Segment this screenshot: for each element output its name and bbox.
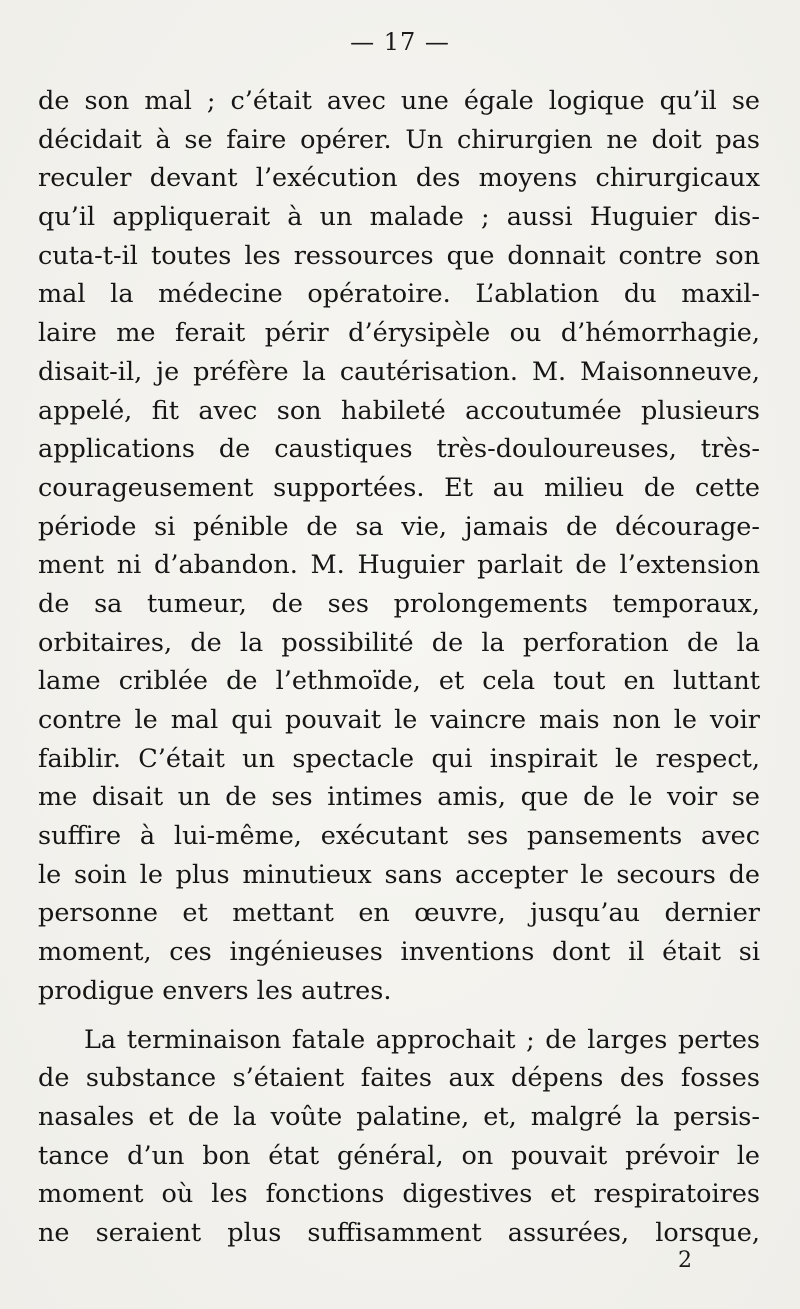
paragraph-1 bbox=[38, 82, 760, 1011]
text-line: suffire à lui-même, exécutant ses pansements avec bbox=[38, 821, 760, 852]
text-line: cuta-t-il toutes les ressources que donnait contre son bbox=[38, 240, 760, 271]
text-line: décidait à se faire opérer. Un chirurgien ne doit pas bbox=[38, 124, 760, 155]
text-line: de substance s’étaient faites aux dépens des fosses bbox=[38, 1063, 760, 1094]
text-line: disait-il, je préfère la cautérisation. M. Maisonneuve, bbox=[38, 356, 760, 387]
body-text bbox=[38, 82, 760, 1253]
text-line: faiblir. C’était un spectacle qui inspirait le respect, bbox=[38, 743, 760, 774]
text-line: moment, ces ingénieuses inventions dont il était si bbox=[38, 937, 760, 968]
text-line: contre le mal qui pouvait le vaincre mais non le voir bbox=[38, 705, 760, 735]
text-line: courageusement supportées. Et au milieu de cette bbox=[38, 472, 760, 503]
text-line: période si pénible de sa vie, jamais de décourage- bbox=[38, 511, 760, 542]
text-line: nasales et de la voûte palatine, et, malgré la persis- bbox=[38, 1101, 760, 1132]
text-line: de son mal ; c’était avec une égale logique qu’il se bbox=[38, 86, 760, 116]
text-line: ment ni d’abandon. M. Huguier parlait de l’extension bbox=[38, 550, 760, 581]
text-line: de sa tumeur, de ses prolongements temporaux, bbox=[38, 588, 760, 619]
text-line: tance d’un bon état général, on pouvait prévoir le bbox=[38, 1140, 760, 1171]
signature-mark: 2 bbox=[678, 1248, 692, 1273]
text-line: appelé, fit avec son habileté accoutumée plusieurs bbox=[38, 395, 760, 426]
text-line: me disait un de ses intimes amis, que de le voir se bbox=[38, 782, 760, 813]
paragraph-2 bbox=[38, 1021, 760, 1253]
text-line: le soin le plus minutieux sans accepter le secours de bbox=[38, 859, 760, 890]
text-line: reculer devant l’exécution des moyens chirurgicaux bbox=[38, 163, 760, 194]
text-line: personne et mettant en œuvre, jusqu’au dernier bbox=[38, 898, 760, 929]
text-line: ne seraient plus suffisamment assurées, lorsque, bbox=[38, 1217, 760, 1248]
text-line: prodigue envers les autres. bbox=[38, 975, 392, 1006]
text-line: La terminaison fatale approchait ; de larges pertes bbox=[84, 1024, 760, 1055]
paragraph-gap bbox=[38, 1011, 760, 1021]
text-line: moment où les fonctions digestives et respiratoires bbox=[38, 1179, 760, 1210]
text-line: qu’il appliquerait à un malade ; aussi Huguier dis- bbox=[38, 202, 760, 233]
page-number: — 17 — bbox=[350, 28, 450, 56]
text-line: orbitaires, de la possibilité de la perforation de la bbox=[38, 627, 760, 658]
text-line: applications de caustiques très-douloureuses, très- bbox=[38, 434, 760, 465]
text-line: laire me ferait périr d’érysipèle ou d’hémorrhagie, bbox=[38, 318, 760, 349]
text-line: lame criblée de l’ethmoïde, et cela tout en luttant bbox=[38, 666, 760, 697]
text-line: mal la médecine opératoire. L’ablation du maxil- bbox=[38, 279, 760, 310]
